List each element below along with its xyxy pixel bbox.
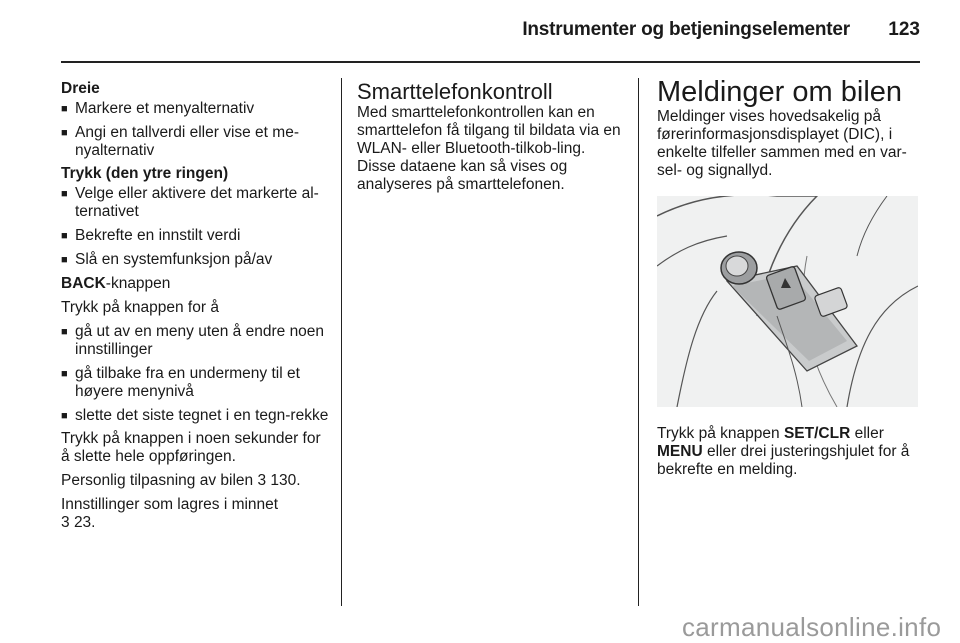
back-suffix: -knappen (105, 275, 171, 292)
messages-instruction: Trykk på knappen SET/CLR eller MENU eller drei justeringshjulet for å bekrefte en melding. (657, 425, 910, 478)
bullet-icon: ■ (61, 230, 68, 242)
page-ref[interactable]: 130. (270, 472, 301, 489)
list-item (61, 227, 329, 245)
page-number: 123 (888, 19, 920, 40)
back-key-label: BACK (61, 275, 106, 292)
bullet-icon: ■ (61, 326, 68, 338)
bullet-icon: ■ (61, 410, 68, 422)
section-title: Instrumenter og betjeningselementer (522, 19, 850, 40)
messages-heading: Meldinger om bilen (657, 76, 903, 108)
list-item (61, 100, 329, 118)
trykk-for-text: Trykk på knappen for å (61, 299, 219, 316)
list-item (61, 185, 329, 221)
bullet-icon: ■ (61, 254, 68, 266)
bullet-icon: ■ (61, 368, 68, 380)
list-item-text: Markere et menyalternativ (75, 100, 255, 117)
smartphone-heading: Smarttelefonkontroll (357, 79, 553, 104)
list-item-text: gå ut av en meny uten å endre noen innstillinger (75, 323, 325, 358)
list-item-text: Bekrefte en innstilt verdi (75, 227, 241, 244)
list-item-text: gå tilbake fra en undermeny til et høyere menynivå (75, 365, 300, 400)
list-item-text: Slå en systemfunksjon på/av (75, 251, 273, 268)
list-item (61, 251, 329, 269)
bullet-icon: ■ (61, 188, 68, 200)
list-item (61, 365, 329, 401)
column-smartphone (357, 80, 627, 194)
steering-stalk-illustration (657, 196, 918, 407)
list-item-text: Angi en tallverdi eller vise et me-nyalternativ (75, 124, 299, 159)
innstillinger-text: Innstillinger som lagres i minnet (61, 496, 279, 513)
page-ref[interactable]: 23. (73, 514, 96, 531)
list-item (61, 124, 329, 160)
trykk-ring-label: Trykk (den ytre ringen) (61, 165, 229, 182)
ref-arrow-icon: 3 (257, 472, 267, 489)
column-divider-1 (341, 78, 342, 606)
column-messages (657, 76, 925, 479)
personlig-text: Personlig tilpasning av bilen 3 130. (61, 472, 301, 489)
list-item-text: slette det siste tegnet i en tegn-rekke (75, 407, 329, 424)
bullet-icon: ■ (61, 103, 68, 115)
set-clr-button-label: SET/CLR (783, 425, 851, 442)
list-item-text: Velge eller aktivere det markerte al-ternativet (75, 185, 319, 220)
header-divider (61, 61, 920, 63)
bullet-icon: ■ (61, 127, 68, 139)
hold-text: Trykk på knappen i noen sekunder for å slette hele oppføringen. (61, 430, 321, 465)
messages-intro: Meldinger vises hovedsakelig på førerinformasjonsdisplayet (DIC), i enkelte tilfeller sammen med en var-sel- og signallyd. (657, 108, 907, 179)
menu-button-label: MENU (657, 443, 703, 460)
stalk-drawing (657, 196, 918, 407)
column-divider-2 (638, 78, 639, 606)
ref-arrow-icon: 3 (61, 514, 70, 531)
innstillinger-ref-line (61, 514, 329, 532)
smartphone-body: Med smarttelefonkontrollen kan en smarttelefon få tilgang til bildata via en WLAN- eller Bluetooth-tilkob-ling. Disse dataene kan så vises og analyseres på smarttelefonen. (357, 104, 621, 193)
watermark: carmanualsonline.info (682, 612, 942, 642)
column-controls (61, 80, 329, 532)
list-item (61, 407, 329, 425)
list-item (61, 323, 329, 359)
dreie-label: Dreie (61, 80, 100, 97)
back-heading (61, 275, 329, 293)
